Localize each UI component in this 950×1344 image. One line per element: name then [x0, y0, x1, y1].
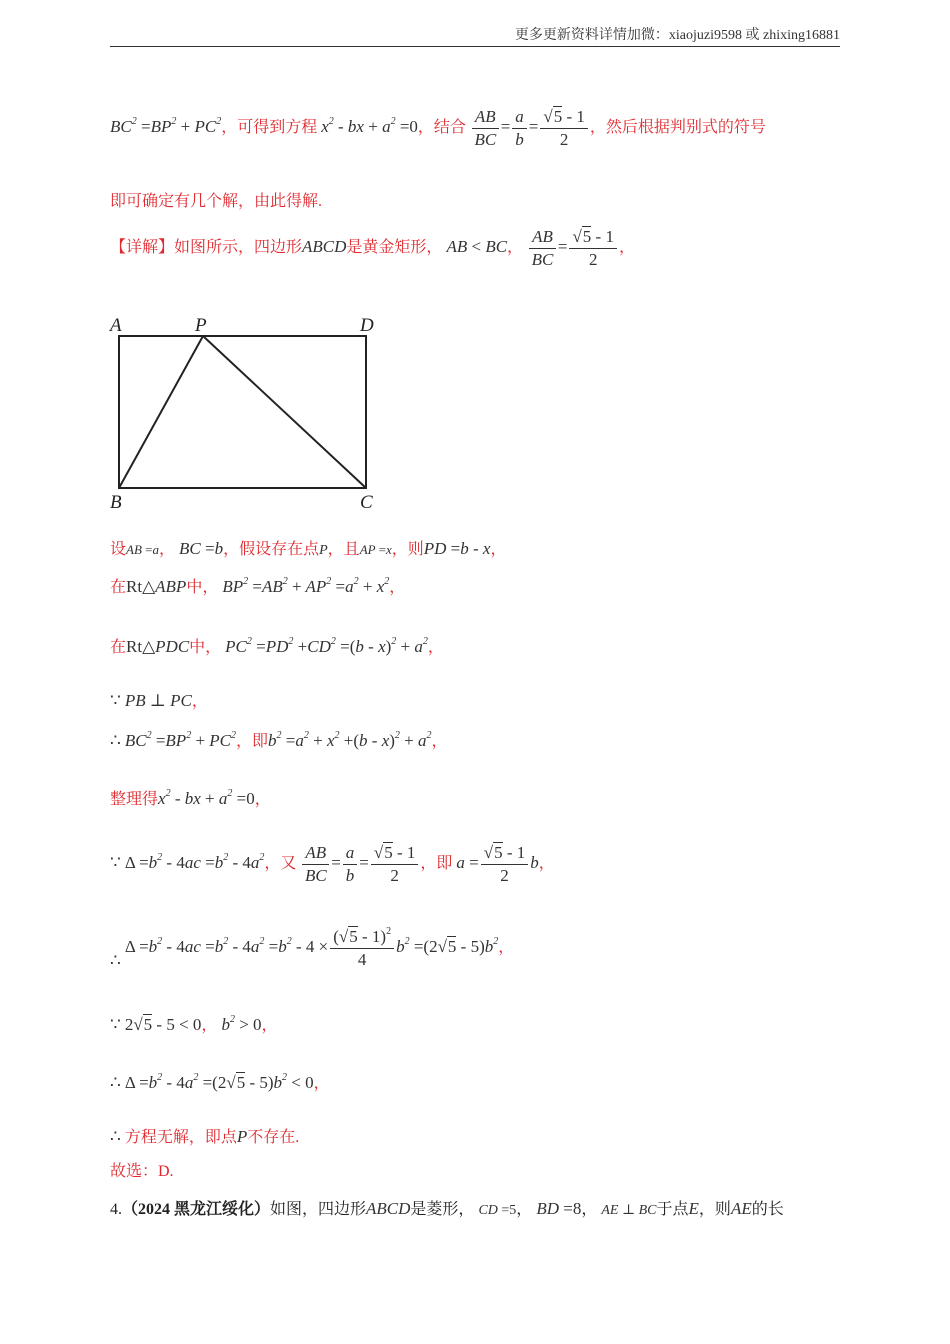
step-11-text: 方程无解，即点: [124, 1129, 237, 1146]
step-1-text-a: 设: [110, 541, 127, 558]
step-7: ∵ $\Delta =b^2 - 4ac =b^2 - 4a^2$，又 $\frac{AB}{BC}$ = $\frac{a}{b}$ = $\frac{√5 - 1}{2}$ ，即 a = $\frac{√5 - 1}{2}$ b，: [110, 843, 555, 885]
step-1-text-c: ，假设存在点: [223, 541, 320, 558]
rect-abcd: [119, 336, 366, 488]
detail-text-3: ，: [618, 239, 635, 257]
intro-text-3: ，然后根据判别式的符号: [589, 119, 766, 137]
header-text: 更多更新资料详情加微：xiaojuzi9598 或 zhixing16881: [514, 28, 840, 43]
q4-text-2: 是菱形，: [410, 1201, 475, 1218]
step-4: ∵ PB ⊥ PC，: [110, 691, 208, 710]
step-1-text-b: ，: [159, 541, 176, 558]
q4-source: （2024 黑龙江绥化）: [122, 1201, 271, 1218]
step-10: ∴ $\Delta =b^2 - 4a^2 =(2√5 - 5)b^2 < 0$，: [110, 1072, 330, 1092]
intro-text-2: ，结合: [417, 119, 466, 137]
label-a: A: [110, 315, 122, 336]
step-5: ∴ $BC^2 =BP^2 + PC^2$，即$b^2 =a^2 + x^2 +(b - x)^2 + a^2$，: [110, 730, 448, 750]
step-2: 在Rt△ABP中， $BP^2 =AB^2 + AP^2 =a^2 + x^2$，: [110, 576, 406, 596]
step-3-text-a: 在: [110, 639, 127, 656]
q4-text-3: ，: [516, 1201, 533, 1218]
detail-text-1: 如图所示，四边形: [174, 239, 303, 257]
segment-bp: [119, 336, 203, 488]
label-c: C: [360, 492, 373, 513]
detail-text-2: 是黄金矩形，: [346, 239, 443, 257]
step-8: ∴ $\Delta =b^2 - 4ac =b^2 - 4a^2 =b^2 - 4$ × $\frac{(√5 - 1)^2}{4}$ $b^2 =(2√5 - 5)b^2$，: [110, 926, 515, 971]
step-1: 设AB =a， BC =b，假设存在点P，且AP =x，则PD =b - x，: [110, 539, 507, 558]
step-9: ∵ 2√5 - 5 < 0， $b^2 > 0$，: [110, 1014, 278, 1034]
step-2-text-a: 在: [110, 579, 127, 596]
rectangle-figure: [100, 308, 400, 518]
q4-text-6: ，则: [698, 1201, 731, 1218]
label-b: B: [110, 492, 122, 513]
step-11-text-b: 不存在.: [247, 1129, 300, 1146]
q4-text-7: 的长: [751, 1201, 784, 1218]
q4-text-1: 如图，四边形: [270, 1201, 367, 1218]
segment-pc: [203, 336, 366, 488]
step-2-text-b: 中，: [186, 579, 219, 596]
label-p: P: [195, 315, 207, 336]
label-d: D: [360, 315, 374, 336]
step-1-text-d: ，且: [327, 541, 360, 558]
question-4: 4.（2024 黑龙江绥化）如图，四边形ABCD是菱形， CD =5， BD =8， AE ⊥ BC于点E，则AE的长: [110, 1199, 784, 1218]
step-7-text-b: ，即: [420, 855, 453, 873]
q4-number: 4.: [110, 1201, 122, 1218]
detail-tag: 【详解】: [110, 239, 175, 257]
step-3: 在Rt△PDC中， $PC^2 =PD^2 +CD^2 =(b - x)^2 + a^2$，: [110, 636, 444, 656]
answer-line: 故选：D.: [110, 1163, 174, 1180]
step-6: 整理得$x^2$ - bx + $a^2 =0$，: [110, 788, 271, 808]
intro-text-1: ，可得到方程: [221, 119, 318, 137]
q4-text-4: ，: [581, 1201, 598, 1218]
step-7-text-a: ，又: [264, 855, 297, 873]
detail-line: 【详解】如图所示，四边形ABCD是黄金矩形， AB < BC， $\frac{AB}{BC}$ = $\frac{√5 - 1}{2}$ ，: [110, 227, 635, 269]
intro-line-2: 即可确定有几个解，由此得解.: [110, 193, 323, 210]
step-3-text-b: 中，: [189, 639, 222, 656]
step-5-text-a: ，即: [236, 733, 269, 750]
step-1-text-e: ，则: [391, 541, 424, 558]
step-6-text-a: 整理得: [110, 791, 159, 808]
page-header: [110, 24, 840, 47]
intro-line-1: $BC^2 =BP^2 + PC^2$，可得到方程 $x^2$ - bx + $a^2 =0$，结合 $\frac{AB}{BC}$ = $\frac{a}{b}$ = $\frac{√5 - 1}{2}$ ，然后根据判别式的符号: [110, 107, 766, 149]
q4-text-5: 于点: [656, 1201, 689, 1218]
step-11: ∴ 方程无解，即点P不存在.: [110, 1127, 300, 1146]
